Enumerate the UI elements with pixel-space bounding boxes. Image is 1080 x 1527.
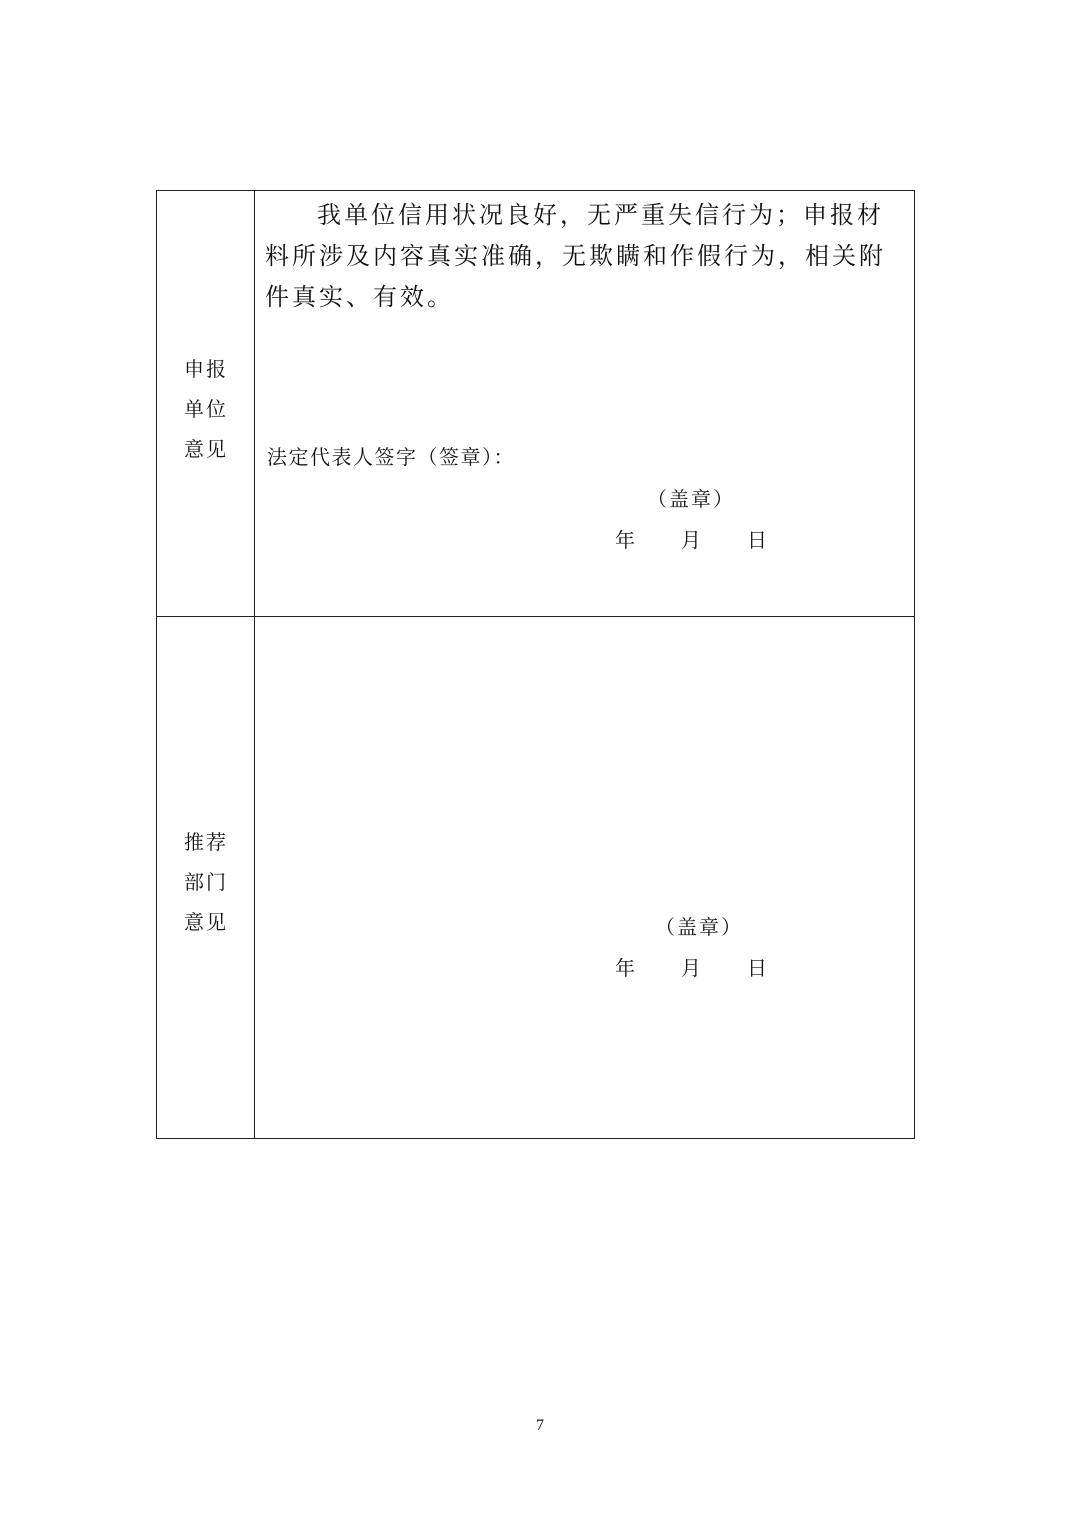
applicant-label-line: 申报 <box>184 357 228 381</box>
recommender-label-line: 推荐 <box>184 830 228 854</box>
applicant-seal-label: （盖章） <box>647 487 735 511</box>
year-label: 年 <box>615 956 635 980</box>
applicant-label-line: 意见 <box>184 437 228 461</box>
day-label: 日 <box>747 528 767 552</box>
recommender-label-cell <box>157 617 255 1138</box>
applicant-label-cell <box>157 191 255 616</box>
applicant-label <box>157 349 255 469</box>
legal-rep-signature-label: 法定代表人签字（签章）： <box>267 445 515 469</box>
recommender-seal-label: （盖章） <box>655 915 743 939</box>
recommender-opinion-cell[interactable] <box>255 617 914 1138</box>
applicant-label-line: 单位 <box>184 397 228 421</box>
year-label: 年 <box>615 528 635 552</box>
recommender-label <box>157 822 255 942</box>
applicant-opinion-row <box>157 191 914 617</box>
day-label: 日 <box>747 956 767 980</box>
recommender-label-line: 意见 <box>184 910 228 934</box>
applicant-opinion-cell[interactable] <box>255 191 914 616</box>
month-label: 月 <box>681 528 701 552</box>
month-label: 月 <box>681 956 701 980</box>
recommender-label-line: 部门 <box>184 870 228 894</box>
opinion-form-table <box>156 190 915 1139</box>
page-number: 7 <box>536 1417 544 1434</box>
credit-statement: 我单位信用状况良好，无严重失信行为；申报材料所涉及内容真实准确，无欺瞒和作假行为，相关附件真实、有效。 <box>265 201 886 311</box>
recommender-opinion-row <box>157 617 914 1138</box>
